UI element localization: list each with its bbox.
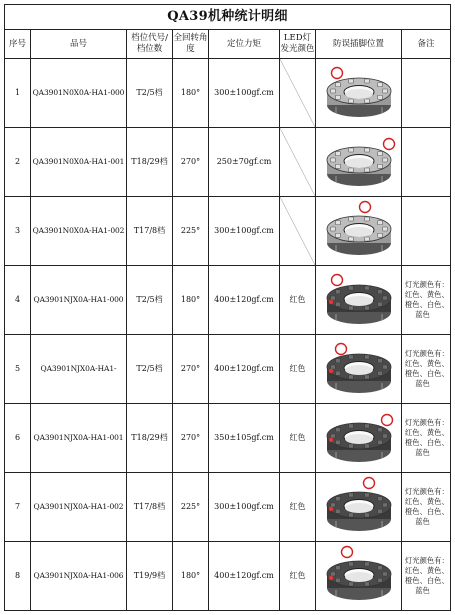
remark-line: 蓝色 <box>415 379 430 388</box>
header-force: 定位力矩 <box>209 30 280 59</box>
table-title: QA39机种统计明细 <box>5 5 451 30</box>
cell-led-color <box>280 128 316 197</box>
cell-pin-position <box>316 404 402 473</box>
switch-part-image <box>317 544 401 608</box>
table-row <box>5 266 451 335</box>
cell-force: 250±70gf.cm <box>209 128 280 197</box>
table-row <box>5 128 451 197</box>
remark-line: 灯光颜色有： <box>405 349 449 358</box>
cell-part-number: QA3901NJX0A-HA1-000 <box>31 266 127 335</box>
remark-line: 红色、黄色、 <box>405 290 449 299</box>
diagonal-strike <box>280 59 315 127</box>
cell-part-number: QA3901NJX0A-HA1-002 <box>31 473 127 542</box>
cell-no: 3 <box>5 197 31 266</box>
cell-led-color: 红色 <box>280 473 316 542</box>
cell-gear: T18/29档 <box>127 404 173 473</box>
spec-table <box>4 4 451 611</box>
remark-line: 橙色、白色、 <box>405 369 449 378</box>
table-row <box>5 542 451 611</box>
table-row <box>5 404 451 473</box>
cell-force: 400±120gf.cm <box>209 335 280 404</box>
cell-part-number: QA3901NJX0A-HA1- <box>31 335 127 404</box>
switch-part-image <box>317 337 401 401</box>
cell-led-color <box>280 197 316 266</box>
cell-remarks <box>402 473 451 542</box>
cell-force: 400±120gf.cm <box>209 542 280 611</box>
cell-no: 8 <box>5 542 31 611</box>
cell-pin-position <box>316 59 402 128</box>
cell-angle: 180° <box>173 59 209 128</box>
remark-line: 蓝色 <box>415 517 430 526</box>
cell-led-color: 红色 <box>280 335 316 404</box>
spec-sheet <box>4 4 450 610</box>
cell-force: 350±105gf.cm <box>209 404 280 473</box>
cell-angle: 180° <box>173 542 209 611</box>
remark-line: 橙色、白色、 <box>405 507 449 516</box>
cell-part-number: QA3901N0X0A-HA1-000 <box>31 59 127 128</box>
cell-no: 6 <box>5 404 31 473</box>
table-row <box>5 335 451 404</box>
cell-pin-position <box>316 197 402 266</box>
cell-part-number: QA3901N0X0A-HA1-001 <box>31 128 127 197</box>
cell-force: 300±100gf.cm <box>209 473 280 542</box>
diagonal-strike <box>280 128 315 196</box>
cell-angle: 270° <box>173 128 209 197</box>
header-part-number: 品号 <box>31 30 127 59</box>
cell-angle: 225° <box>173 473 209 542</box>
cell-remarks <box>402 128 451 197</box>
cell-part-number: QA3901NJX0A-HA1-001 <box>31 404 127 473</box>
cell-pin-position <box>316 335 402 404</box>
diagonal-strike <box>280 197 315 265</box>
cell-led-color <box>280 59 316 128</box>
remark-line: 橙色、白色、 <box>405 438 449 447</box>
cell-remarks <box>402 197 451 266</box>
cell-no: 1 <box>5 59 31 128</box>
remark-line: 红色、黄色、 <box>405 566 449 575</box>
cell-remarks <box>402 542 451 611</box>
cell-remarks <box>402 266 451 335</box>
switch-part-image <box>317 406 401 470</box>
header-row <box>5 30 451 59</box>
cell-angle: 180° <box>173 266 209 335</box>
cell-remarks <box>402 404 451 473</box>
cell-gear: T19/9档 <box>127 542 173 611</box>
cell-gear: T2/5档 <box>127 266 173 335</box>
remark-line: 灯光颜色有： <box>405 280 449 289</box>
cell-no: 7 <box>5 473 31 542</box>
cell-gear: T2/5档 <box>127 335 173 404</box>
remark-line: 橙色、白色、 <box>405 300 449 309</box>
cell-pin-position <box>316 542 402 611</box>
remark-line: 蓝色 <box>415 448 430 457</box>
cell-pin-position <box>316 128 402 197</box>
table-row <box>5 473 451 542</box>
cell-led-color: 红色 <box>280 404 316 473</box>
cell-pin-position <box>316 266 402 335</box>
remark-line: 蓝色 <box>415 310 430 319</box>
header-gear: 档位代号/档位数 <box>127 30 173 59</box>
remark-line: 灯光颜色有： <box>405 556 449 565</box>
cell-gear: T17/8档 <box>127 473 173 542</box>
switch-part-image <box>317 199 401 263</box>
cell-led-color: 红色 <box>280 542 316 611</box>
cell-angle: 270° <box>173 335 209 404</box>
remark-line: 红色、黄色、 <box>405 497 449 506</box>
cell-force: 400±120gf.cm <box>209 266 280 335</box>
cell-pin-position <box>316 473 402 542</box>
table-row <box>5 197 451 266</box>
cell-angle: 270° <box>173 404 209 473</box>
cell-no: 2 <box>5 128 31 197</box>
cell-no: 5 <box>5 335 31 404</box>
header-no: 序号 <box>5 30 31 59</box>
header-led-color: LED灯发光颜色 <box>280 30 316 59</box>
cell-gear: T18/29档 <box>127 128 173 197</box>
remark-line: 蓝色 <box>415 586 430 595</box>
header-angle: 全回转角度 <box>173 30 209 59</box>
cell-part-number: QA3901N0X0A-HA1-002 <box>31 197 127 266</box>
switch-part-image <box>317 268 401 332</box>
cell-force: 300±100gf.cm <box>209 59 280 128</box>
switch-part-image <box>317 61 401 125</box>
table-row <box>5 59 451 128</box>
remark-line: 红色、黄色、 <box>405 428 449 437</box>
header-pin-position: 防误插脚位置 <box>316 30 402 59</box>
remark-line: 红色、黄色、 <box>405 359 449 368</box>
cell-gear: T17/8档 <box>127 197 173 266</box>
cell-remarks <box>402 335 451 404</box>
remark-line: 灯光颜色有： <box>405 487 449 496</box>
remark-line: 橙色、白色、 <box>405 576 449 585</box>
switch-part-image <box>317 130 401 194</box>
cell-led-color: 红色 <box>280 266 316 335</box>
cell-remarks <box>402 59 451 128</box>
cell-angle: 225° <box>173 197 209 266</box>
cell-no: 4 <box>5 266 31 335</box>
header-remarks: 备注 <box>402 30 451 59</box>
cell-part-number: QA3901NJX0A-HA1-006 <box>31 542 127 611</box>
remark-line: 灯光颜色有： <box>405 418 449 427</box>
cell-gear: T2/5档 <box>127 59 173 128</box>
switch-part-image <box>317 475 401 539</box>
cell-force: 300±100gf.cm <box>209 197 280 266</box>
